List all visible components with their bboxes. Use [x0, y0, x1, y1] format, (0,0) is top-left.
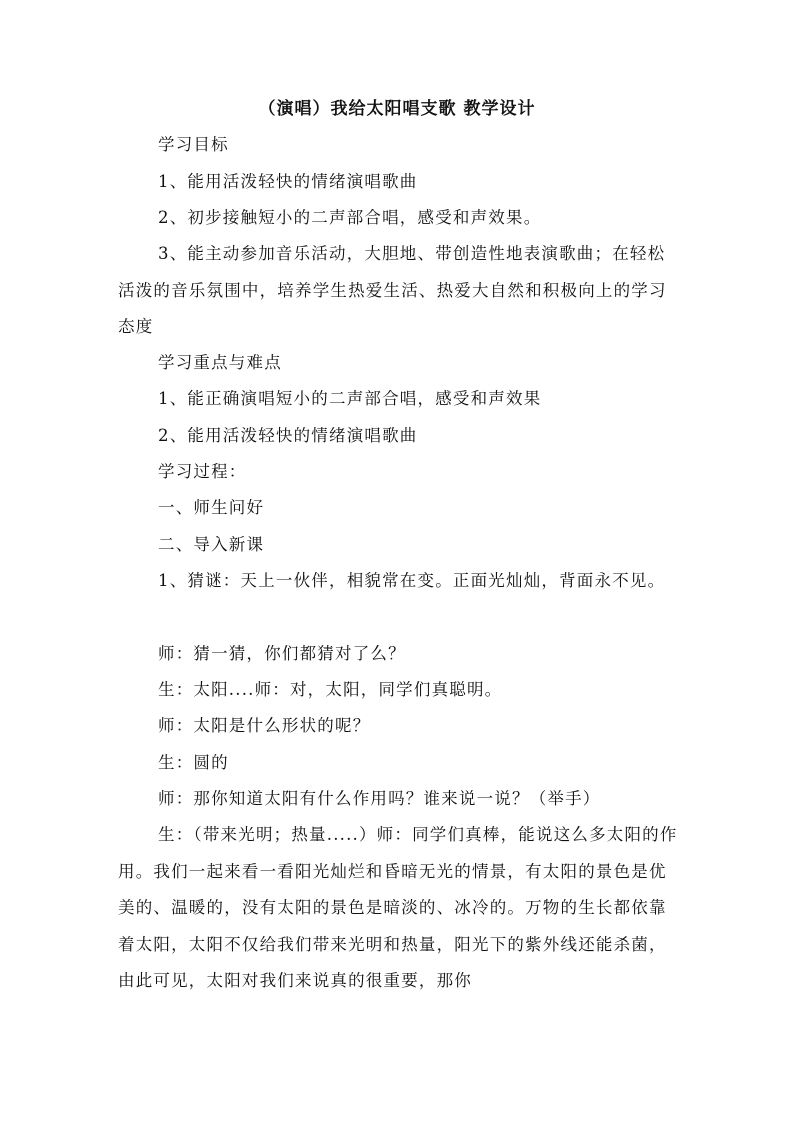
dialogue-line-4: 生：圆的: [158, 753, 229, 772]
riddle-paragraph: 1、猜谜：天上一伙伴，相貌常在变。正面光灿灿，背面永不见。: [158, 571, 666, 590]
process-step-1: 一、师生问好: [158, 498, 265, 517]
goal-item-2: 2、初步接触短小的二声部合唱，感受和声效果。: [158, 208, 542, 227]
goal-item-3: 3、能主动参加音乐活动，大胆地、带创造性地表演歌曲；在轻松活泼的音乐氛围中，培养学生热爱生活、热爱大自然和积极向上的学习态度: [118, 244, 667, 337]
document-title: （演唱）我给太阳唱支歌 教学设计: [258, 99, 536, 119]
heading-key-points: 学习重点与难点: [158, 353, 282, 372]
heading-learning-process: 学习过程：: [158, 462, 247, 481]
goal-item-1: 1、能用活泼轻快的情绪演唱歌曲: [158, 172, 418, 191]
dialogue-paragraph-long: 生：（带来光明；热量.....）师：同学们真棒，能说这么多太阳的作用。我们一起来看一看阳光灿烂和昏暗无光的情景，有太阳的景色是优美的、温暖的，没有太阳的景色是暗淡的、冰冷的。万物的生长都依靠着太阳，太阳不仅给我们带来光明和热量，阳光下的紫外线还能杀菌，由此可见，太阳对我们来说真的很重要，那你: [118, 825, 678, 991]
process-step-2: 二、导入新课: [158, 535, 265, 554]
key-point-2: 2、能用活泼轻快的情绪演唱歌曲: [158, 426, 418, 445]
dialogue-line-5: 师：那你知道太阳有什么作用吗？谁来说一说？（举手）: [158, 789, 601, 808]
dialogue-line-3: 师：太阳是什么形状的呢？: [158, 716, 371, 735]
dialogue-line-2: 生：太阳....师：对，太阳，同学们真聪明。: [158, 680, 503, 699]
heading-learning-goals: 学习目标: [158, 135, 229, 154]
key-point-1: 1、能正确演唱短小的二声部合唱，感受和声效果: [158, 389, 542, 408]
dialogue-line-1: 师：猜一猜，你们都猜对了么？: [158, 644, 406, 663]
